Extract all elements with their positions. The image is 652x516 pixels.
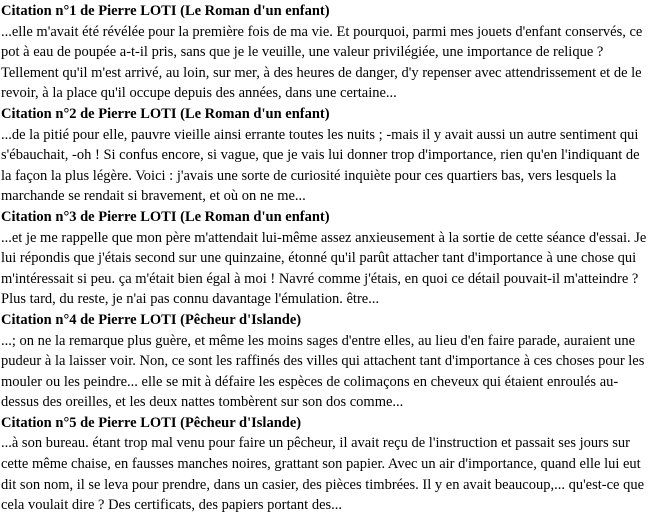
citation-text: ...de la pitié pour elle, pauvre vieille ainsi errante toutes les nuits ; -mais il y avait aussi un autre sentiment qui s'ébauchait, -oh ! Si confus encore, si vague, que je vais lui donner trop d'importance, rien qu'en l'indiquant de la façon la plus légère. Voici : j'avais une sorte de curiosité inquiète pour ces quartiers bas, vers lesquels la marchande se rendait si bravement, et où on ne me... (1, 126, 640, 205)
citation-title: Citation n°1 de Pierre LOTI (Le Roman d'un enfant) (1, 3, 330, 19)
citation-text: ...elle m'avait été révélée pour la première fois de ma vie. Et pourquoi, parmi mes jouets d'enfant conservés, ce pot à eau de poupée a-t-il pris, sans que je le veuille, une valeur privilégiée, une importance de relique ? Tellement qu'il m'est arrivé, au loin, sur mer, à des heures de danger, d'y repenser avec attendrissement et de le revoir, à la place qu'il occupe depuis des années, dans une certaine... (1, 23, 643, 102)
citation-5 (1, 413, 651, 516)
citation-1 (1, 1, 651, 104)
citation-2 (1, 104, 651, 207)
citation-title: Citation n°2 de Pierre LOTI (Le Roman d'un enfant) (1, 105, 330, 122)
citation-text: ...à son bureau. étant trop mal venu pour faire un pêcheur, il avait reçu de l'instruction et passait ses jours sur cette même chaise, en fausses manches noires, grattant son papier. Avec un air d'importance, quand elle lui eut dit son nom, il se leva pour prendre, dans un casier, des pièces timbrées. Il y en avait beaucoup,... qu'est-ce que cela voulait dire ? Des certificats, des papiers portant des... (1, 435, 645, 514)
citation-text: ...et je me rappelle que mon père m'attendait lui-même assez anxieusement à la sortie de cette séance d'essai. Je lui répondis que j'étais second sur une quinzaine, étonné qu'il parût attacher tant d'importance à une chose qui m'intéressait si peu. ça m'était bien égal à moi ! Navré comme j'étais, en quoi ce détail pouvait-il m'atteindre ? Plus tard, du reste, je n'ai pas connu davantage l'émulation. être... (1, 229, 647, 308)
citation-title: Citation n°3 de Pierre LOTI (Le Roman d'un enfant) (1, 208, 330, 225)
citation-title: Citation n°5 de Pierre LOTI (Pêcheur d'Islande) (1, 414, 302, 431)
citation-title: Citation n°4 de Pierre LOTI (Pêcheur d'Islande) (1, 311, 302, 328)
citation-text: ...; on ne la remarque plus guère, et même les moins sages d'entre elles, au lieu d'en faire parade, auraient une pudeur à la laisser voir. Non, ce sont les raffinés des villes qui attachent tant d'importance à ces choses pour les mouler ou les peindre... elle se mit à défaire les espèces de colimaçons en cheveux qui étaient enroulés au-dessus des oreilles, et les deux nattes tombèrent sur son dos comme... (1, 332, 645, 411)
citation-4 (1, 310, 651, 413)
citation-3 (1, 207, 651, 310)
